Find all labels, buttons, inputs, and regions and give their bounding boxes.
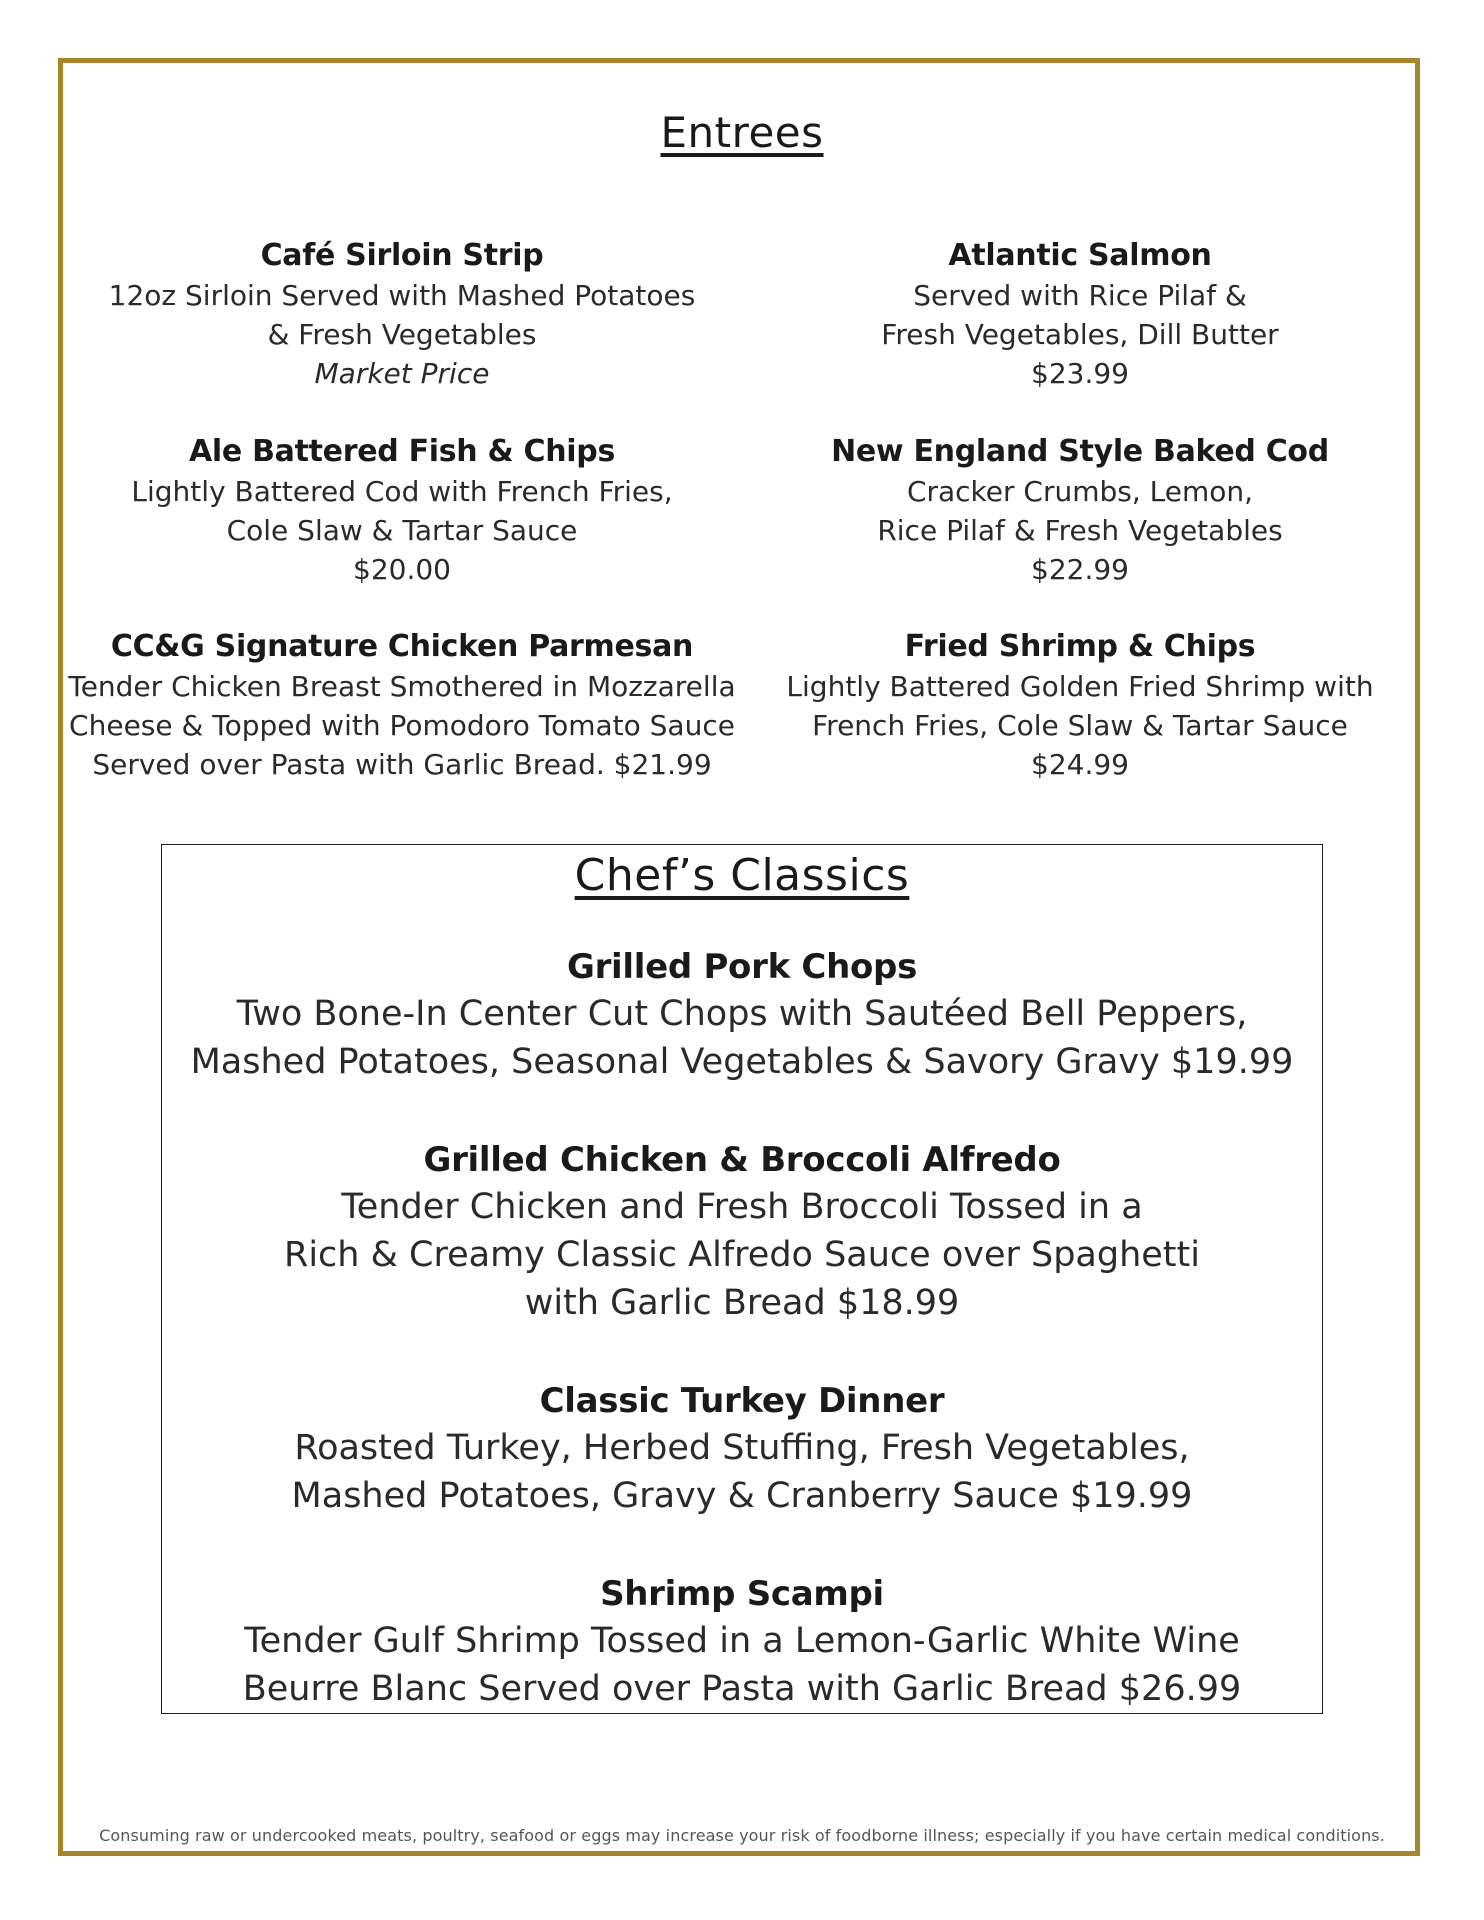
item-description: Lightly Battered Golden Fried Shrimp with [786, 670, 1374, 703]
item-name: CC&G Signature Chicken Parmesan [110, 629, 694, 664]
item-description: with Garlic Bread $18.99 [524, 1283, 960, 1323]
item-description: Tender Chicken Breast Smothered in Mozzarella [68, 670, 736, 703]
item-description: Served over Pasta with Garlic Bread. $21.99 [92, 748, 712, 781]
item-description: Beurre Blanc Served over Pasta with Garlic Bread $26.99 [242, 1669, 1242, 1709]
item-description: Two Bone-In Center Cut Chops with Sautéed Bell Peppers, [236, 994, 1248, 1034]
item-description: Cheese & Topped with Pomodoro Tomato Sauce [69, 709, 735, 742]
item-price: $23.99 [1031, 357, 1129, 390]
item-name: Grilled Chicken & Broccoli Alfredo [423, 1140, 1061, 1180]
classic-item [161, 1137, 1323, 1327]
item-description: Tender Gulf Shrimp Tossed in a Lemon-Garlic White Wine [244, 1621, 1240, 1661]
item-price: $20.00 [353, 553, 451, 586]
item-price: Market Price [314, 357, 490, 390]
item-name: Atlantic Salmon [948, 238, 1212, 273]
item-description: Tender Chicken and Fresh Broccoli Tossed in a [341, 1187, 1143, 1227]
item-description: Mashed Potatoes, Seasonal Vegetables & Savory Gravy $19.99 [190, 1042, 1294, 1082]
food-safety-disclaimer: Consuming raw or undercooked meats, poultry, seafood or eggs may increase your risk of foodborne illness; especially if you have certain medical conditions. [99, 1826, 1385, 1845]
item-name: Shrimp Scampi [600, 1574, 884, 1614]
item-name: Fried Shrimp & Chips [904, 629, 1256, 664]
classic-item [161, 1378, 1323, 1520]
item-description: Rich & Creamy Classic Alfredo Sauce over Spaghetti [284, 1235, 1200, 1275]
menu-item [730, 236, 1430, 393]
item-description: Roasted Turkey, Herbed Stuffing, Fresh Vegetables, [294, 1428, 1190, 1468]
classic-item [161, 1571, 1323, 1713]
menu-item [52, 627, 752, 784]
item-description: Mashed Potatoes, Gravy & Cranberry Sauce $19.99 [291, 1476, 1193, 1516]
item-name: Grilled Pork Chops [566, 947, 918, 987]
item-description: French Fries, Cole Slaw & Tartar Sauce [812, 709, 1348, 742]
menu-item [52, 236, 752, 393]
item-price: $24.99 [1031, 748, 1129, 781]
item-name: Café Sirloin Strip [260, 238, 544, 273]
item-price: $22.99 [1031, 553, 1129, 586]
entrees-heading: Entrees [660, 108, 824, 157]
item-description: Fresh Vegetables, Dill Butter [881, 318, 1279, 351]
item-description: Lightly Battered Cod with French Fries, [131, 475, 673, 508]
item-description: & Fresh Vegetables [267, 318, 537, 351]
menu-item [52, 432, 752, 589]
chefs-classics-heading: Chef’s Classics [574, 850, 910, 901]
menu-item [730, 627, 1430, 784]
item-description: 12oz Sirloin Served with Mashed Potatoes [108, 279, 696, 312]
item-description: Cracker Crumbs, Lemon, [906, 475, 1254, 508]
classic-item [161, 944, 1323, 1086]
item-description: Served with Rice Pilaf & [913, 279, 1247, 312]
item-name: Classic Turkey Dinner [539, 1381, 945, 1421]
item-description: Cole Slaw & Tartar Sauce [226, 514, 578, 547]
menu-item [730, 432, 1430, 589]
item-description: Rice Pilaf & Fresh Vegetables [877, 514, 1283, 547]
item-name: New England Style Baked Cod [831, 434, 1329, 469]
item-name: Ale Battered Fish & Chips [188, 434, 616, 469]
